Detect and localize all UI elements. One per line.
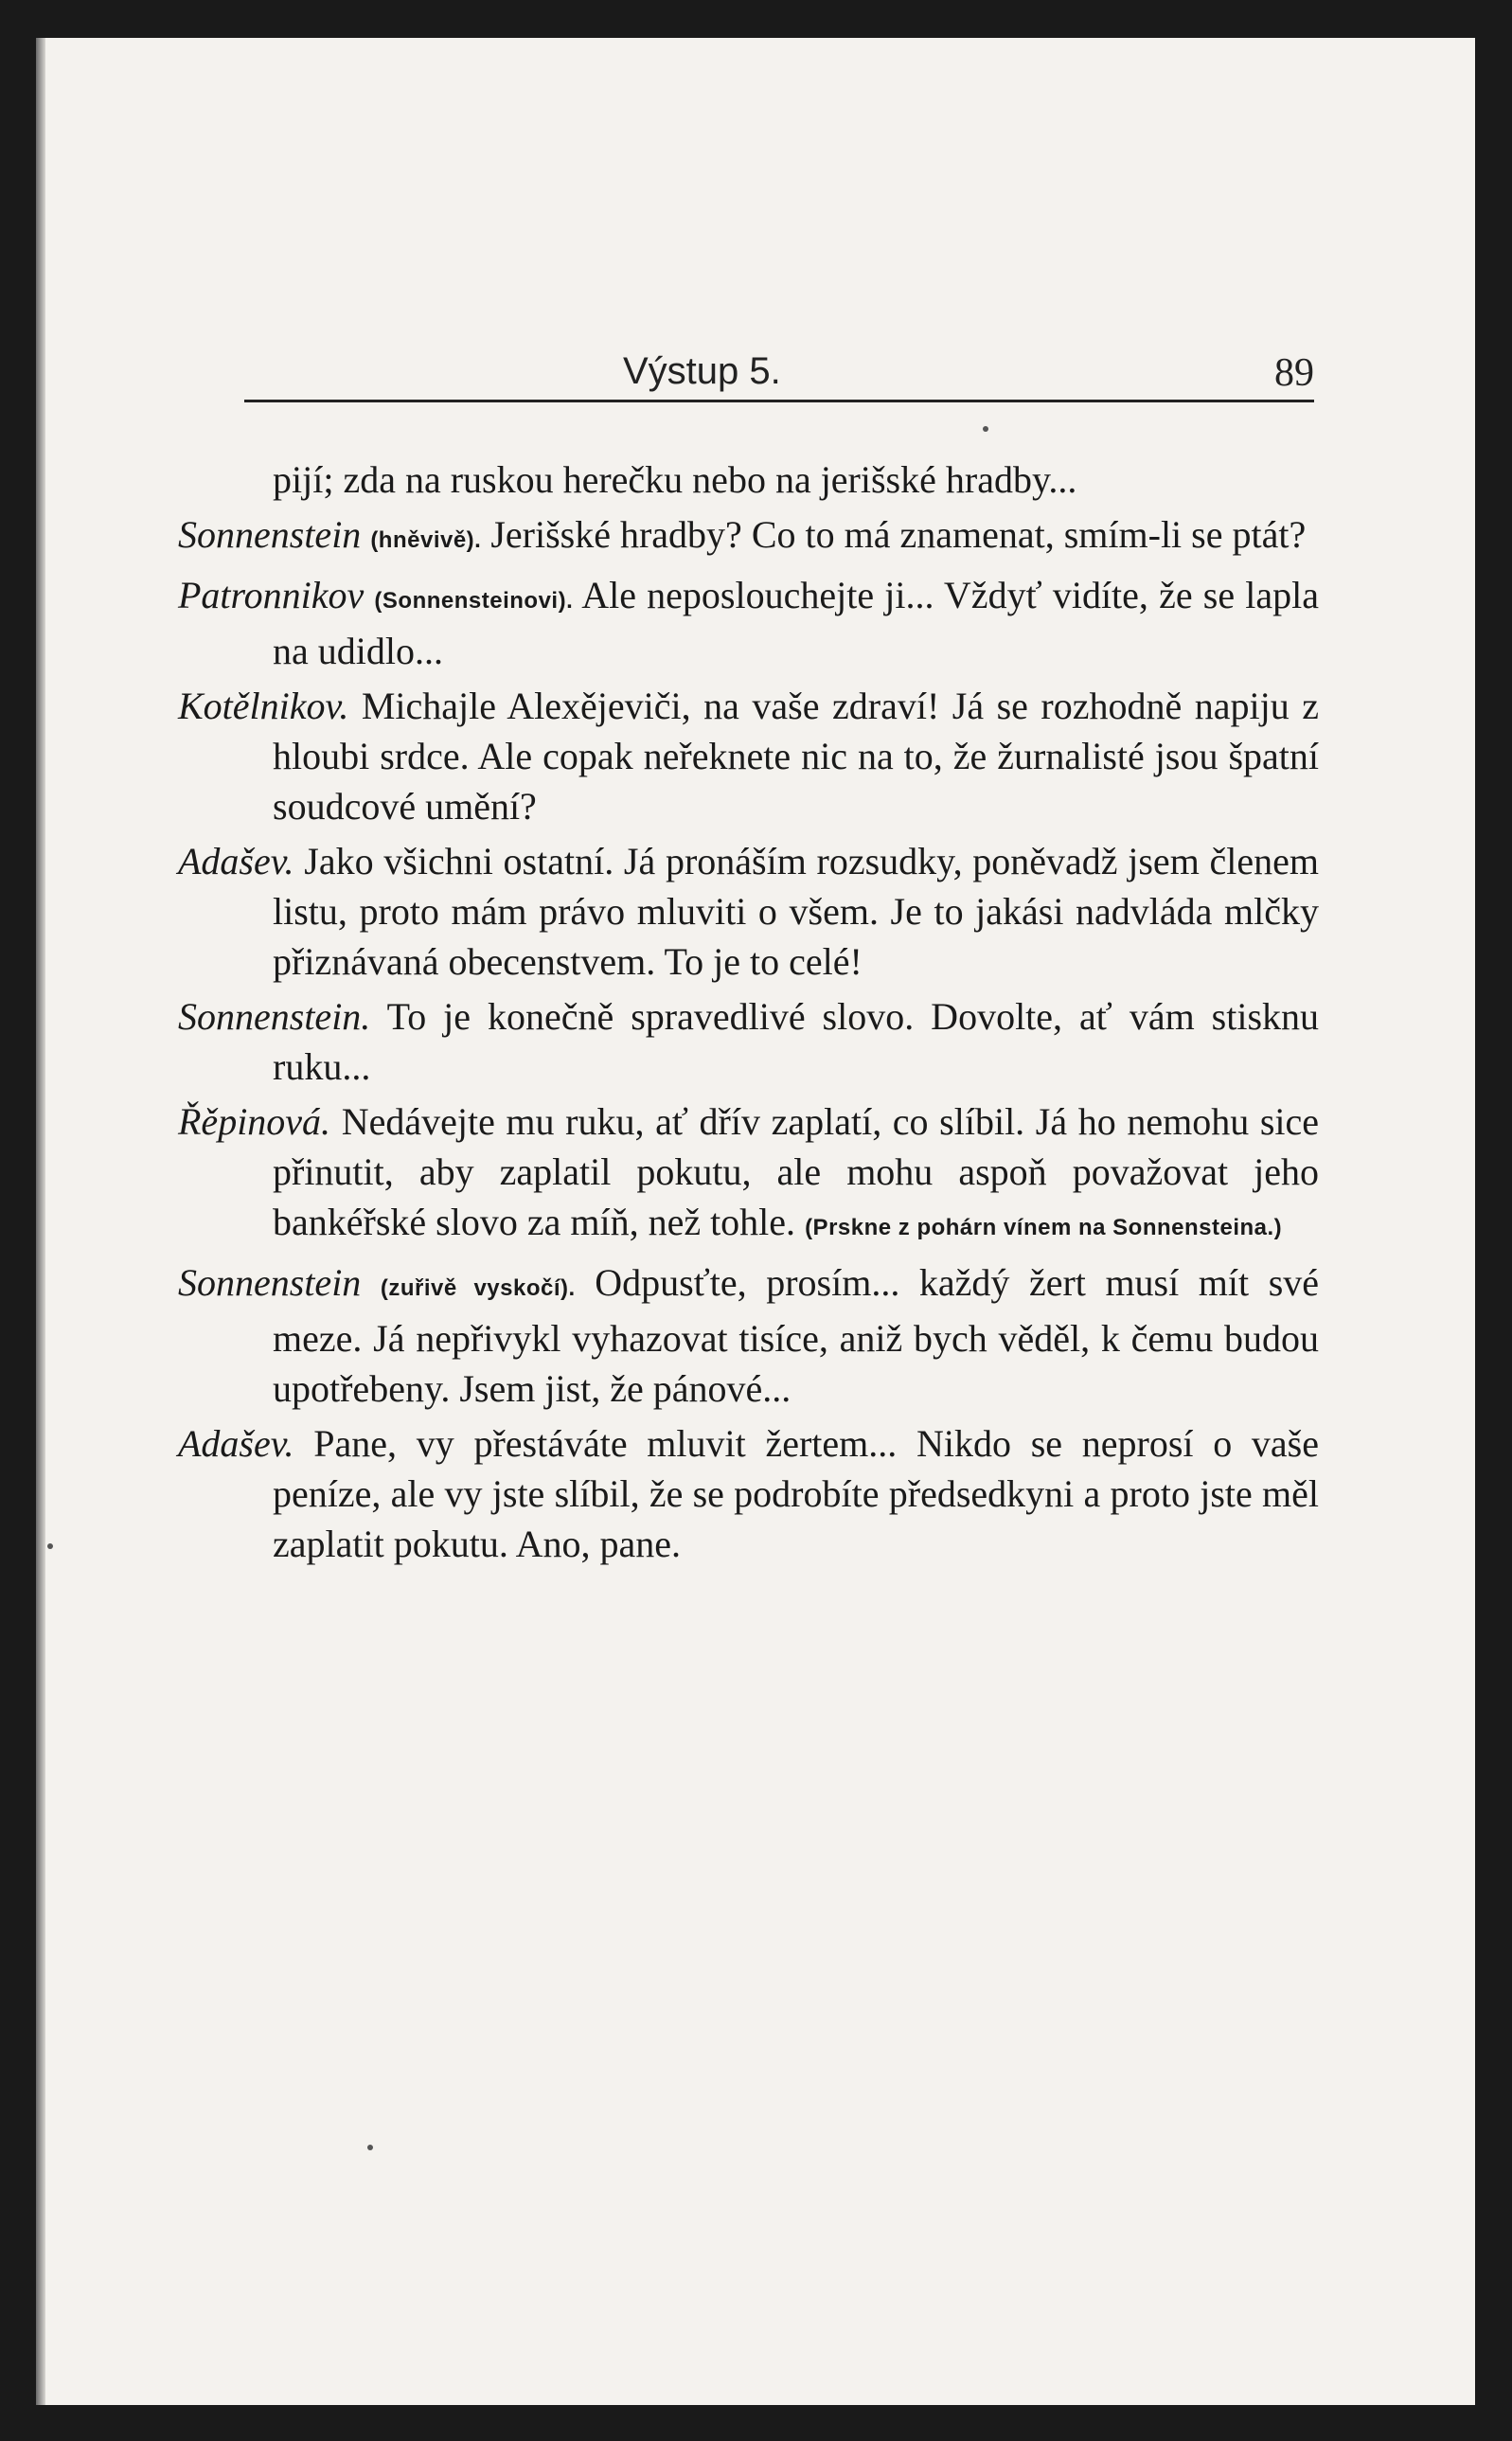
paper-speck: [47, 1543, 53, 1549]
stage-direction: (hněvivě).: [370, 527, 482, 553]
speech-1: [178, 509, 1319, 565]
speaker-name: Sonnenstein: [178, 1261, 362, 1304]
speaker-name: Adašev.: [178, 1422, 294, 1465]
speech-text: Pane, vy přestáváte mluvit žertem... Nikdo se neprosí o vaše peníze, ale vy jste slíbil, že se podrobíte předsedkyni a proto jste měl zaplatit pokutu. Ano, pane.: [273, 1422, 1319, 1565]
dialogue-text: [178, 454, 1319, 1574]
speaker-name: Kotělnikov.: [178, 685, 349, 727]
running-title: Výstup 5.: [623, 350, 781, 392]
paper-speck: [983, 426, 988, 432]
speech-text: Nedávejte mu ruku, ať dřív zaplatí, co slíbil. Já ho nemohu sice přinutit, aby zaplatil pokutu, ale mohu aspoň považovat jeho bankéřské slovo za míň, než tohle.: [273, 1100, 1320, 1243]
speech-5: [178, 991, 1319, 1092]
speech-3: [178, 681, 1319, 831]
speech-4: [178, 836, 1319, 987]
speaker-name: Řěpinová.: [178, 1100, 331, 1143]
speaker-name: Sonnenstein: [178, 513, 362, 556]
speech-8: [178, 1418, 1319, 1569]
page-header: [623, 339, 1314, 405]
speech-text: Michajle Alexějeviči, na vaše zdraví! Já se rozhodně napiju z hloubi srdce. Ale copak neřeknete nic na to, že žurnalisté jsou špatní soudcové umění?: [273, 685, 1320, 828]
speech-6: [178, 1096, 1319, 1253]
page-number: 89: [1274, 351, 1314, 395]
speaker-name: Sonnenstein.: [178, 995, 371, 1038]
speech-2: [178, 570, 1319, 676]
speaker-name: Adašev.: [178, 840, 294, 882]
opening-lines: pijí; zda na ruskou herečku nebo na jerišské hradby...: [273, 458, 1077, 501]
stage-direction: (Sonnensteinovi).: [374, 588, 574, 614]
speech-text: Odpusťte, prosím... každý žert musí mít své meze. Já nepřivykl vyhazovat tisíce, aniž bych věděl, k čemu budou upotřebeny. Jsem jist, že pánové...: [273, 1261, 1320, 1410]
stage-direction: (zuřivě vyskočí).: [380, 1275, 576, 1301]
book-page: [36, 38, 1475, 2405]
speech-text: Jerišské hradby? Co to má znamenat, smím-li se ptát?: [490, 513, 1307, 556]
speech-text: To je konečně spravedlivé slovo. Dovolte, ať vám stisknu ruku...: [273, 995, 1320, 1088]
speech-text: Ale neposlouchejte ji... Vždyť vidíte, že se lapla na udidlo...: [273, 574, 1319, 672]
speech-text: Jako všichni ostatní. Já pronáším rozsudky, poněvadž jsem členem listu, proto mám právo mluviti o všem. Je to jakási nadvláda mlčky přiznávaná obecenstvem. To je to celé!: [273, 840, 1320, 983]
speaker-name: Patronnikov: [178, 574, 365, 616]
header-rule: [244, 400, 1314, 402]
trailing-stage-direction: (Prskne z pohárn vínem na Sonnensteina.): [805, 1215, 1283, 1240]
page-edge-shadow: [36, 38, 45, 2405]
speech-7: [178, 1257, 1319, 1414]
paper-speck: [367, 2145, 373, 2150]
